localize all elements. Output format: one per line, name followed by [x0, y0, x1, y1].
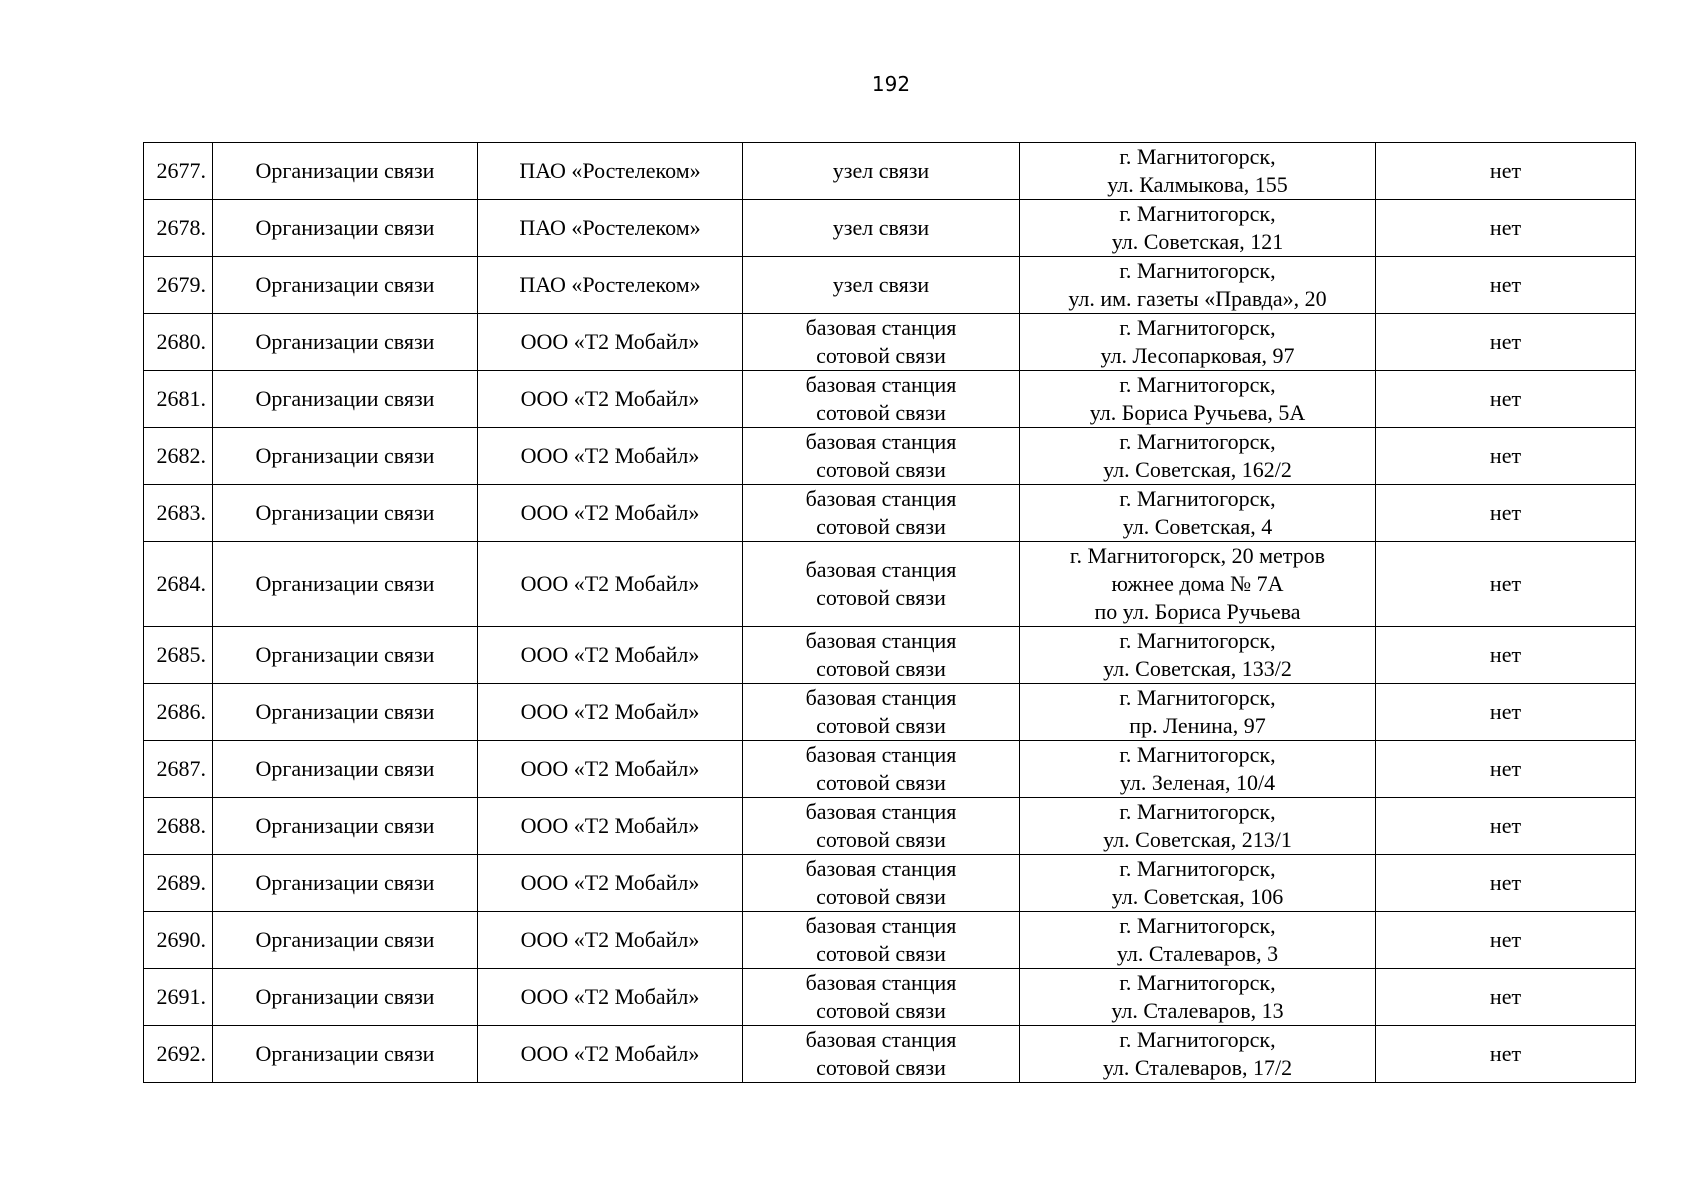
address-cell-line: ул. Бориса Ручьева, 5А — [1089, 400, 1306, 425]
address-cell — [1020, 798, 1376, 855]
object-cell — [743, 741, 1020, 798]
organization-cell: ООО «Т2 Мобайл» — [478, 798, 743, 855]
table-row — [144, 798, 1636, 855]
table-row — [144, 741, 1636, 798]
row-number-cell: 2683. — [144, 485, 213, 542]
organization-cell: ООО «Т2 Мобайл» — [478, 314, 743, 371]
organization-cell: ООО «Т2 Мобайл» — [478, 371, 743, 428]
address-cell-line: ул. Лесопарковая, 97 — [1100, 343, 1295, 368]
registry-table — [143, 142, 1636, 1083]
object-cell-line: сотовой связи — [816, 1055, 946, 1080]
table-row — [144, 855, 1636, 912]
organization-cell: ООО «Т2 Мобайл» — [478, 485, 743, 542]
object-cell-line: базовая станция — [805, 315, 957, 340]
object-cell — [743, 428, 1020, 485]
table-row — [144, 542, 1636, 627]
object-cell-line: базовая станция — [805, 856, 957, 881]
status-cell: нет — [1376, 912, 1636, 969]
address-cell-line: г. Магнитогорск, — [1119, 628, 1276, 653]
object-cell — [743, 684, 1020, 741]
address-cell-line: пр. Ленина, 97 — [1129, 713, 1266, 738]
object-cell-line: базовая станция — [805, 685, 957, 710]
status-cell: нет — [1376, 798, 1636, 855]
object-cell — [743, 969, 1020, 1026]
organization-cell: ООО «Т2 Мобайл» — [478, 741, 743, 798]
status-cell: нет — [1376, 741, 1636, 798]
address-cell-line: ул. Сталеваров, 13 — [1111, 998, 1284, 1023]
object-cell — [743, 257, 1020, 314]
object-cell — [743, 371, 1020, 428]
status-cell: нет — [1376, 428, 1636, 485]
address-cell-line: г. Магнитогорск, — [1119, 372, 1276, 397]
object-cell-line: базовая станция — [805, 913, 957, 938]
address-cell-line: г. Магнитогорск, — [1119, 913, 1276, 938]
category-cell: Организации связи — [213, 314, 478, 371]
row-number-cell: 2681. — [144, 371, 213, 428]
address-cell — [1020, 428, 1376, 485]
object-cell-line: базовая станция — [805, 557, 957, 582]
object-cell — [743, 314, 1020, 371]
object-cell-line: сотовой связи — [816, 457, 946, 482]
address-cell — [1020, 969, 1376, 1026]
category-cell: Организации связи — [213, 969, 478, 1026]
status-cell: нет — [1376, 684, 1636, 741]
address-cell-line: г. Магнитогорск, — [1119, 856, 1276, 881]
page-number: 192 — [871, 72, 911, 96]
address-cell — [1020, 1026, 1376, 1083]
object-cell-line: базовая станция — [805, 372, 957, 397]
category-cell: Организации связи — [213, 428, 478, 485]
address-cell — [1020, 912, 1376, 969]
row-number-cell: 2685. — [144, 627, 213, 684]
table-row — [144, 627, 1636, 684]
category-cell: Организации связи — [213, 1026, 478, 1083]
object-cell-line: сотовой связи — [816, 770, 946, 795]
address-cell — [1020, 485, 1376, 542]
address-cell-line: ул. Советская, 121 — [1111, 229, 1284, 254]
status-cell: нет — [1376, 627, 1636, 684]
organization-cell: ООО «Т2 Мобайл» — [478, 428, 743, 485]
row-number-cell: 2690. — [144, 912, 213, 969]
category-cell: Организации связи — [213, 143, 478, 200]
status-cell: нет — [1376, 143, 1636, 200]
row-number-cell: 2680. — [144, 314, 213, 371]
row-number-cell: 2686. — [144, 684, 213, 741]
address-cell-line: ул. Калмыкова, 155 — [1107, 172, 1288, 197]
row-number-cell: 2684. — [144, 542, 213, 627]
table-row — [144, 485, 1636, 542]
row-number-cell: 2682. — [144, 428, 213, 485]
object-cell-line: базовая станция — [805, 486, 957, 511]
address-cell-line: г. Магнитогорск, — [1119, 144, 1276, 169]
address-cell-line: ул. Зеленая, 10/4 — [1119, 770, 1276, 795]
row-number-cell: 2679. — [144, 257, 213, 314]
category-cell: Организации связи — [213, 855, 478, 912]
address-cell-line: г. Магнитогорск, — [1119, 429, 1276, 454]
address-cell-line: г. Магнитогорск, — [1119, 742, 1276, 767]
table-row — [144, 314, 1636, 371]
object-cell-line: сотовой связи — [816, 585, 946, 610]
organization-cell: ООО «Т2 Мобайл» — [478, 1026, 743, 1083]
object-cell-line: базовая станция — [805, 742, 957, 767]
table-row — [144, 1026, 1636, 1083]
organization-cell: ООО «Т2 Мобайл» — [478, 684, 743, 741]
object-cell — [743, 542, 1020, 627]
row-number-cell: 2692. — [144, 1026, 213, 1083]
object-cell — [743, 855, 1020, 912]
address-cell-line: ул. Сталеваров, 17/2 — [1102, 1055, 1293, 1080]
status-cell: нет — [1376, 542, 1636, 627]
address-cell — [1020, 200, 1376, 257]
organization-cell: ООО «Т2 Мобайл» — [478, 542, 743, 627]
organization-cell: ПАО «Ростелеком» — [478, 257, 743, 314]
object-cell-line: узел связи — [832, 215, 930, 240]
address-cell-line: г. Магнитогорск, — [1119, 1027, 1276, 1052]
address-cell-line: ул. Советская, 213/1 — [1103, 827, 1292, 852]
status-cell: нет — [1376, 969, 1636, 1026]
object-cell-line: сотовой связи — [816, 827, 946, 852]
object-cell — [743, 485, 1020, 542]
row-number-cell: 2687. — [144, 741, 213, 798]
object-cell-line: сотовой связи — [816, 998, 946, 1023]
object-cell — [743, 200, 1020, 257]
object-cell-line: базовая станция — [805, 429, 957, 454]
object-cell-line: узел связи — [832, 272, 930, 297]
row-number-cell: 2689. — [144, 855, 213, 912]
object-cell-line: базовая станция — [805, 1027, 957, 1052]
address-cell-line: г. Магнитогорск, — [1119, 970, 1276, 995]
address-cell-line: г. Магнитогорск, — [1119, 258, 1276, 283]
object-cell — [743, 1026, 1020, 1083]
object-cell-line: сотовой связи — [816, 941, 946, 966]
table-row — [144, 912, 1636, 969]
table-row — [144, 143, 1636, 200]
address-cell-line: г. Магнитогорск, — [1119, 486, 1276, 511]
object-cell-line: базовая станция — [805, 970, 957, 995]
address-cell — [1020, 855, 1376, 912]
address-cell — [1020, 371, 1376, 428]
address-cell-line: ул. Советская, 4 — [1122, 514, 1273, 539]
address-cell-line: г. Магнитогорск, 20 метров — [1069, 543, 1326, 568]
status-cell: нет — [1376, 855, 1636, 912]
status-cell: нет — [1376, 371, 1636, 428]
table-body — [144, 143, 1636, 1083]
table-row — [144, 969, 1636, 1026]
category-cell: Организации связи — [213, 684, 478, 741]
category-cell: Организации связи — [213, 257, 478, 314]
category-cell: Организации связи — [213, 741, 478, 798]
address-cell-line: г. Магнитогорск, — [1119, 799, 1276, 824]
object-cell-line: сотовой связи — [816, 713, 946, 738]
object-cell — [743, 143, 1020, 200]
object-cell-line: сотовой связи — [816, 514, 946, 539]
address-cell-line: по ул. Бориса Ручьева — [1094, 599, 1301, 624]
row-number-cell: 2691. — [144, 969, 213, 1026]
object-cell — [743, 912, 1020, 969]
organization-cell: ООО «Т2 Мобайл» — [478, 969, 743, 1026]
category-cell: Организации связи — [213, 542, 478, 627]
category-cell: Организации связи — [213, 485, 478, 542]
status-cell: нет — [1376, 200, 1636, 257]
status-cell: нет — [1376, 314, 1636, 371]
address-cell-line: ул. им. газеты «Правда», 20 — [1068, 286, 1327, 311]
status-cell: нет — [1376, 257, 1636, 314]
address-cell — [1020, 741, 1376, 798]
object-cell — [743, 627, 1020, 684]
address-cell — [1020, 684, 1376, 741]
category-cell: Организации связи — [213, 912, 478, 969]
address-cell-line: г. Магнитогорск, — [1119, 201, 1276, 226]
status-cell: нет — [1376, 485, 1636, 542]
status-cell: нет — [1376, 1026, 1636, 1083]
address-cell-line: г. Магнитогорск, — [1119, 315, 1276, 340]
organization-cell: ООО «Т2 Мобайл» — [478, 855, 743, 912]
object-cell-line: базовая станция — [805, 799, 957, 824]
table-row — [144, 684, 1636, 741]
organization-cell: ПАО «Ростелеком» — [478, 143, 743, 200]
address-cell — [1020, 143, 1376, 200]
table-row — [144, 200, 1636, 257]
object-cell-line: сотовой связи — [816, 656, 946, 681]
category-cell: Организации связи — [213, 627, 478, 684]
table-row — [144, 257, 1636, 314]
row-number-cell: 2688. — [144, 798, 213, 855]
organization-cell: ООО «Т2 Мобайл» — [478, 627, 743, 684]
table-row — [144, 371, 1636, 428]
object-cell-line: сотовой связи — [816, 343, 946, 368]
address-cell — [1020, 314, 1376, 371]
object-cell-line: сотовой связи — [816, 884, 946, 909]
object-cell-line: сотовой связи — [816, 400, 946, 425]
address-cell — [1020, 542, 1376, 627]
organization-cell: ПАО «Ростелеком» — [478, 200, 743, 257]
address-cell-line: г. Магнитогорск, — [1119, 685, 1276, 710]
address-cell-line: ул. Сталеваров, 3 — [1116, 941, 1279, 966]
address-cell-line: южнее дома № 7А — [1111, 571, 1284, 596]
row-number-cell: 2677. — [144, 143, 213, 200]
address-cell-line: ул. Советская, 162/2 — [1103, 457, 1292, 482]
address-cell-line: ул. Советская, 133/2 — [1103, 656, 1292, 681]
address-cell — [1020, 627, 1376, 684]
row-number-cell: 2678. — [144, 200, 213, 257]
category-cell: Организации связи — [213, 200, 478, 257]
address-cell-line: ул. Советская, 106 — [1111, 884, 1284, 909]
organization-cell: ООО «Т2 Мобайл» — [478, 912, 743, 969]
object-cell-line: базовая станция — [805, 628, 957, 653]
table-row — [144, 428, 1636, 485]
category-cell: Организации связи — [213, 798, 478, 855]
object-cell — [743, 798, 1020, 855]
category-cell: Организации связи — [213, 371, 478, 428]
address-cell — [1020, 257, 1376, 314]
object-cell-line: узел связи — [832, 158, 930, 183]
